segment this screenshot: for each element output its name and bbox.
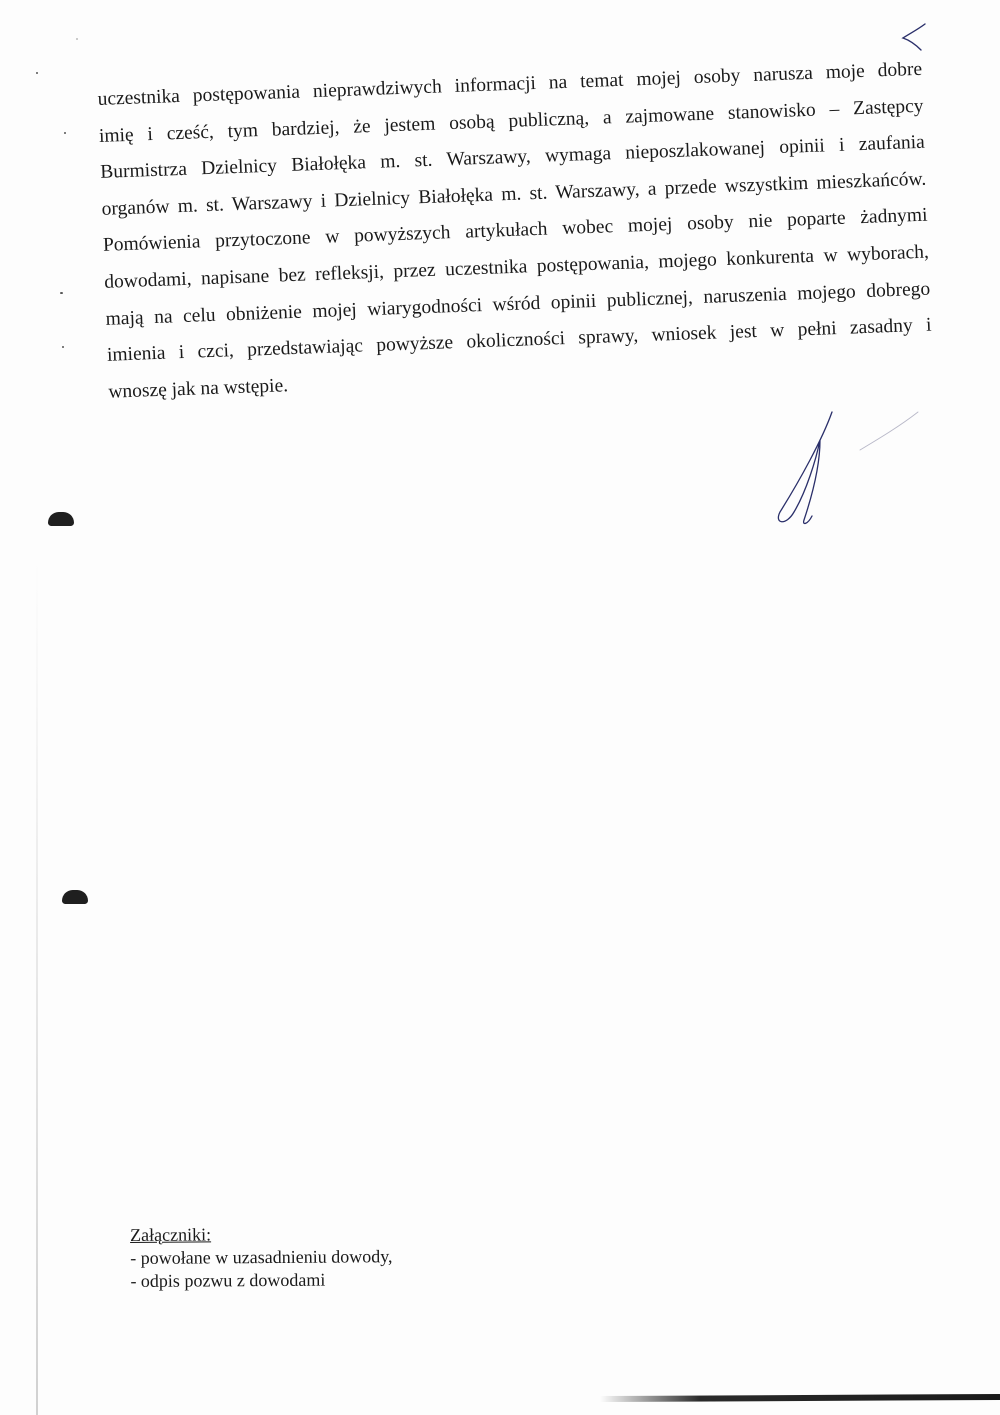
body-line: uczestnika postępowania nieprawdziwych informacji na temat mojej osoby narusza moje dobre: [97, 58, 923, 110]
attachment-item: - powołane w uzasadnieniu dowody,: [130, 1246, 393, 1268]
body-paragraph: [97, 52, 934, 411]
attachment-item: - odpis pozwu z dowodami: [130, 1269, 326, 1291]
body-line: wnoszę jak na wstępie.: [107, 374, 289, 403]
body-line: organów m. st. Warszawy i Dzielnicy Białołęka m. st. Warszawy, a przede wszystkim mieszkańców.: [101, 168, 927, 220]
scan-speck: [64, 132, 66, 134]
scan-speck: [60, 292, 63, 294]
punch-hole-mark: [62, 890, 88, 904]
scan-speck: [62, 346, 64, 348]
body-line: imienia i czci, przedstawiając powyższe okoliczności sprawy, wniosek jest w pełni zasadny i: [106, 314, 932, 366]
body-line: Pomówienia przytoczone w powyższych artykułach wobec mojej osoby nie poparte żadnymi: [102, 205, 928, 257]
scan-speck: [76, 38, 78, 40]
punch-hole-mark: [48, 512, 74, 526]
scan-bottom-edge: [600, 1394, 1000, 1402]
scan-speck: [36, 72, 38, 74]
attachments-section: [130, 1222, 393, 1293]
scan-left-edge: [36, 560, 38, 1415]
body-line: imię i cześć, tym bardziej, że jestem osobą publiczną, a zajmowane stanowisko – Zastępcy: [98, 95, 924, 147]
body-line: Burmistrza Dzielnicy Białołęka m. st. Warszawy, wymaga nieposzlakowanej opinii i zaufania: [99, 131, 926, 184]
body-line: mają na celu obniżenie mojej wiarygodności wśród opinii publicznej, naruszenia mojego dobrego: [105, 278, 931, 330]
handwritten-check-icon: [895, 20, 931, 52]
attachments-heading: Załączniki:: [130, 1224, 212, 1245]
handwritten-signature: [760, 400, 930, 540]
body-line: dowodami, napisane bez refleksji, przez uczestnika postępowania, mojego konkurenta w wyborach,: [103, 241, 930, 293]
